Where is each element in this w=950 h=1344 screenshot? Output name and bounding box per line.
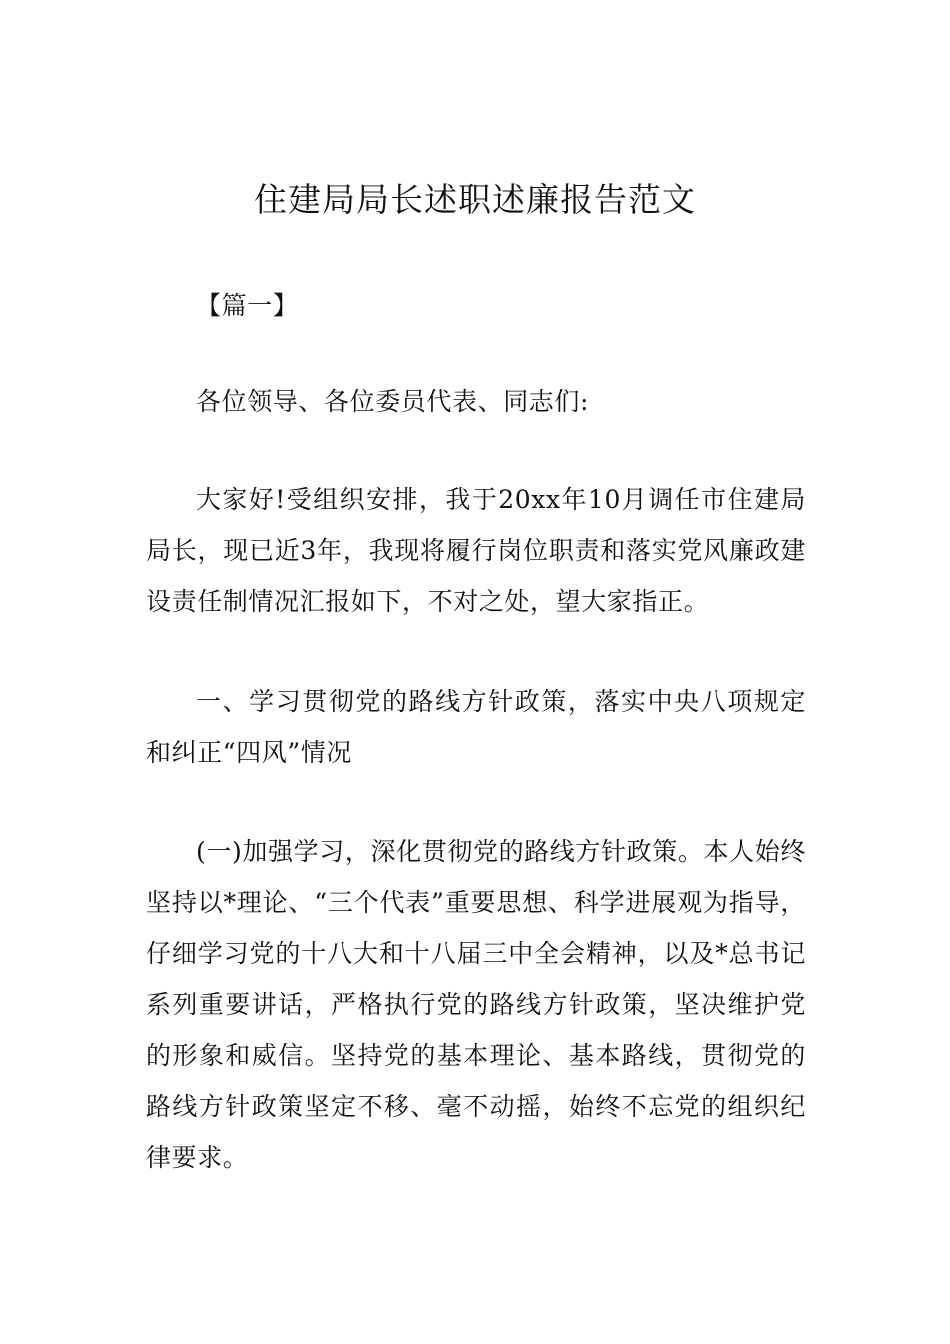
document-title: 住建局局长述职述廉报告范文 (254, 180, 696, 219)
subsection-paragraph-1: (一)加强学习，深化贯彻党的路线方针政策。本人始终坚持以*理论、“三个代表”重要思想、科学进展观为指导，仔细学习党的十八大和十八届三中全会精神，以及*总书记系列重要讲话，严格执行党的路线方针政策，坚决维护党的形象和威信。坚持党的基本理论、基本路线，贯彻党的路线方针政策坚定不移、毫不动摇，始终不忘党的组织纪律要求。 (146, 837, 806, 1172)
greeting-paragraph: 各位领导、各位委员代表、同志们: (196, 387, 590, 416)
section-heading-1: 一、学习贯彻党的路线方针政策，落实中央八项规定和纠正“四风”情况 (146, 687, 806, 767)
section-label: 【篇一】 (196, 291, 299, 320)
intro-paragraph: 大家好!受组织安排，我于20xx年10月调任市住建局局长，现已近3年，我现将履行岗位职责和落实党风廉政建设责任制情况汇报如下，不对之处，望大家指正。 (146, 485, 806, 616)
